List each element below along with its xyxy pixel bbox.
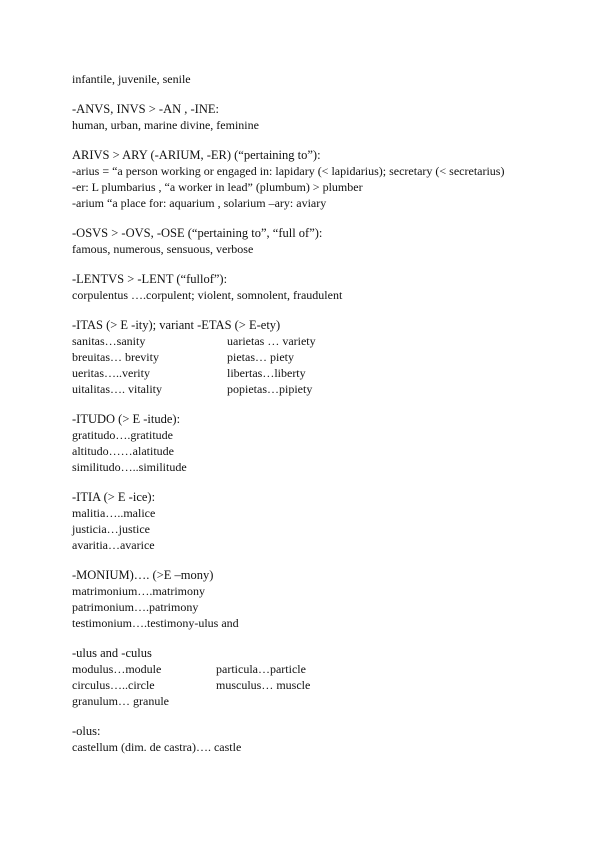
text-line: avaritia…avarice bbox=[72, 538, 155, 552]
section-itas bbox=[72, 317, 572, 397]
word-pair-row bbox=[72, 661, 572, 677]
text-line: -arium “a place for: aquarium , solarium –ary: aviary bbox=[72, 196, 327, 210]
section-heading: -OSVS > -OVS, -OSE (“pertaining to”, “full of”): bbox=[72, 226, 323, 240]
word-pair-left: uitalitas…. vitality bbox=[72, 382, 162, 396]
text-line: testimonium….testimony-ulus and bbox=[72, 616, 239, 630]
text-line: human, urban, marine divine, feminine bbox=[72, 118, 259, 132]
word-pair-row bbox=[72, 349, 572, 365]
text-line: castellum (dim. de castra)…. castle bbox=[72, 740, 242, 754]
word-pair-row bbox=[72, 333, 572, 349]
section-itia bbox=[72, 489, 572, 553]
word-pair-right: popietas…pipiety bbox=[227, 382, 313, 396]
text-line: matrimonium….matrimony bbox=[72, 584, 205, 598]
text-line: famous, numerous, sensuous, verbose bbox=[72, 242, 254, 256]
section-adjectives bbox=[72, 71, 572, 87]
word-pair-right: pietas… piety bbox=[227, 350, 294, 364]
section-arivs bbox=[72, 147, 572, 211]
word-pair-row bbox=[72, 381, 572, 397]
text-line: -er: L plumbarius , “a worker in lead” (plumbum) > plumber bbox=[72, 180, 363, 194]
section-olus bbox=[72, 723, 572, 755]
text-line: similitudo…..similitude bbox=[72, 460, 187, 474]
document-page bbox=[72, 71, 572, 755]
word-pair-row bbox=[72, 693, 572, 709]
word-pair-left: breuitas… brevity bbox=[72, 350, 159, 364]
section-heading: -olus: bbox=[72, 724, 101, 738]
word-pair-left: modulus…module bbox=[72, 662, 162, 676]
section-heading: -ITUDO (> E -itude): bbox=[72, 412, 181, 426]
text-line: patrimonium….patrimony bbox=[72, 600, 199, 614]
word-pair-left: circulus…..circle bbox=[72, 678, 155, 692]
text-line: infantile, juvenile, senile bbox=[72, 72, 191, 86]
section-heading: -ANVS, INVS > -AN , -INE: bbox=[72, 102, 219, 116]
word-pair-row bbox=[72, 677, 572, 693]
section-ulus bbox=[72, 645, 572, 709]
text-line: justicia…justice bbox=[72, 522, 150, 536]
text-line: corpulentus ….corpulent; violent, somnolent, fraudulent bbox=[72, 288, 343, 302]
section-heading: -ulus and -culus bbox=[72, 646, 152, 660]
text-line: gratitudo….gratitude bbox=[72, 428, 173, 442]
word-pair-left: sanitas…sanity bbox=[72, 334, 146, 348]
section-itudo bbox=[72, 411, 572, 475]
section-heading: ARIVS > ARY (-ARIUM, -ER) (“pertaining to”): bbox=[72, 148, 321, 162]
section-osvs bbox=[72, 225, 572, 257]
text-line: malitia…..malice bbox=[72, 506, 156, 520]
section-lentvs bbox=[72, 271, 572, 303]
section-heading: -ITAS (> E -ity); variant -ETAS (> E-ety) bbox=[72, 318, 281, 332]
section-heading: -LENTVS > -LENT (“fullof”): bbox=[72, 272, 228, 286]
text-line: -arius = “a person working or engaged in: lapidary (< lapidarius); secretary (< secretarius) bbox=[72, 164, 505, 178]
word-pair-right: uarietas … variety bbox=[227, 334, 316, 348]
word-pair-right: particula…particle bbox=[216, 662, 306, 676]
word-pair-left: granulum… granule bbox=[72, 694, 169, 708]
word-pair-left: ueritas…..verity bbox=[72, 366, 150, 380]
word-pair-right: musculus… muscle bbox=[216, 678, 311, 692]
section-heading: -ITIA (> E -ice): bbox=[72, 490, 156, 504]
section-anvs bbox=[72, 101, 572, 133]
section-monium bbox=[72, 567, 572, 631]
word-pair-row bbox=[72, 365, 572, 381]
word-pair-right: libertas…liberty bbox=[227, 366, 306, 380]
text-line: altitudo……alatitude bbox=[72, 444, 174, 458]
section-heading: -MONIUM)…. (>E –mony) bbox=[72, 568, 214, 582]
